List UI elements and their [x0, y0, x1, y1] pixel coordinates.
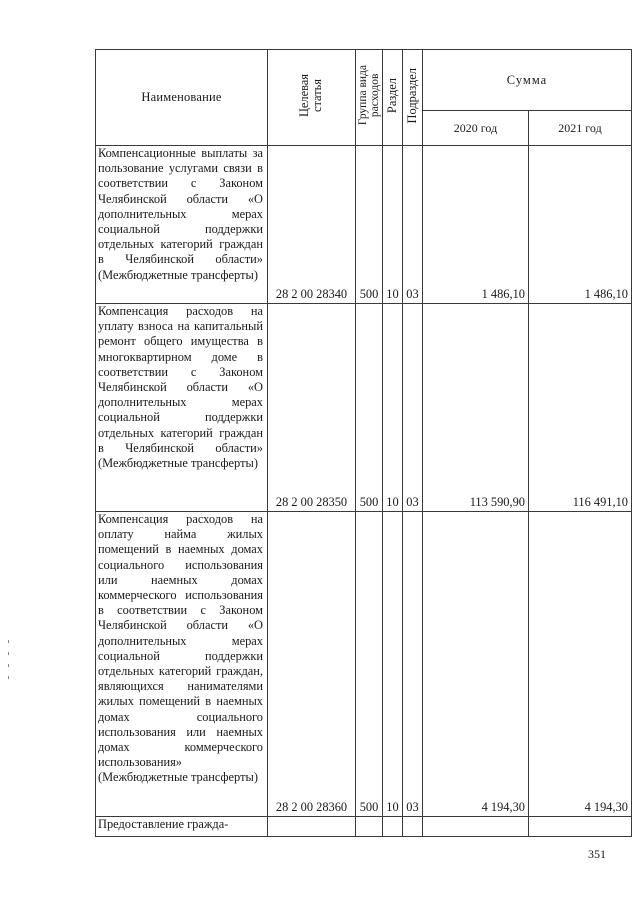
row-name: Компенсация расходов на оплату найма жилых помещений в наемных домах социального использования или наемных домах коммерческого использования в соответствии с Законом Челябинской области «О дополнительных мерах социальной поддержки отдельных категорий граждан, являющихся нанимателями жилых помещений в наемных домах социального использования или наемных домах коммерческого использования» (Межбюджетные трансферты) [96, 512, 268, 817]
table-row [96, 817, 632, 837]
header-subsection [403, 50, 423, 146]
row-section: 10 [383, 304, 403, 512]
header-target [268, 50, 356, 146]
row-subsection [403, 817, 423, 837]
row-section: 10 [383, 512, 403, 817]
header-year-2020-label: 2020 год [453, 120, 498, 135]
header-sum [423, 50, 632, 111]
header-year-2021 [529, 111, 632, 146]
row-target: 28 2 00 28340 [268, 146, 356, 304]
row-section: 10 [383, 146, 403, 304]
header-row [96, 50, 632, 111]
header-name [96, 50, 268, 146]
row-name: Компенсация расходов на уплату взноса на капитальный ремонт общего имущества в многоквартирном доме в соответствии с Законом Челябинской области «О дополнительных мерах социальной поддержки отдельных категорий граждан в Челябинской области» (Межбюджетные трансферты) [96, 304, 268, 512]
row-name [96, 817, 268, 837]
row-group [356, 817, 383, 837]
row-amount-2020 [423, 817, 529, 837]
header-expense-group [356, 50, 383, 146]
header-sum-label: Сумма [506, 72, 548, 87]
row-amount-2021: 116 491,10 [529, 304, 632, 512]
row-amount-2021: 4 194,30 [529, 512, 632, 817]
row-subsection: 03 [403, 146, 423, 304]
row-amount-2020: 113 590,90 [423, 304, 529, 512]
row-name: Компенсационные выплаты за пользование услугами связи в соответствии с Законом Челябинской области «О дополнительных мерах социальной поддержки отдельных категорий граждан в Челябинской области» (Межбюджетные трансферты) [96, 146, 268, 304]
header-subsection-label: Подраздел [404, 67, 419, 124]
binding-mark [8, 640, 9, 643]
binding-mark [8, 664, 9, 667]
row-group: 500 [356, 512, 383, 817]
table-row [96, 512, 632, 817]
row-name-text: Предоставление гражда- [98, 817, 229, 831]
table-row [96, 146, 632, 304]
page-number: 351 [588, 847, 606, 861]
header-section [383, 50, 403, 146]
header-year-2021-label: 2021 год [558, 120, 602, 135]
row-group: 500 [356, 146, 383, 304]
row-amount-2021 [529, 817, 632, 837]
row-target: 28 2 00 28350 [268, 304, 356, 512]
header-name-label: Наименование [141, 90, 222, 104]
row-target: 28 2 00 28360 [268, 512, 356, 817]
header-section-label: Раздел [384, 77, 399, 114]
row-amount-2021: 1 486,10 [529, 146, 632, 304]
row-target [268, 817, 356, 837]
budget-table [95, 49, 632, 837]
row-subsection: 03 [403, 304, 423, 512]
table-row [96, 304, 632, 512]
row-subsection: 03 [403, 512, 423, 817]
binding-mark [8, 652, 9, 655]
header-expense-group-label: Группа вида расходов [356, 65, 381, 126]
header-target-label: Целевая статья [297, 73, 325, 118]
row-group: 500 [356, 304, 383, 512]
row-amount-2020: 4 194,30 [423, 512, 529, 817]
binding-mark [8, 676, 9, 679]
header-year-2020 [423, 111, 529, 146]
binding-marks [8, 640, 9, 688]
row-amount-2020: 1 486,10 [423, 146, 529, 304]
row-section [383, 817, 403, 837]
